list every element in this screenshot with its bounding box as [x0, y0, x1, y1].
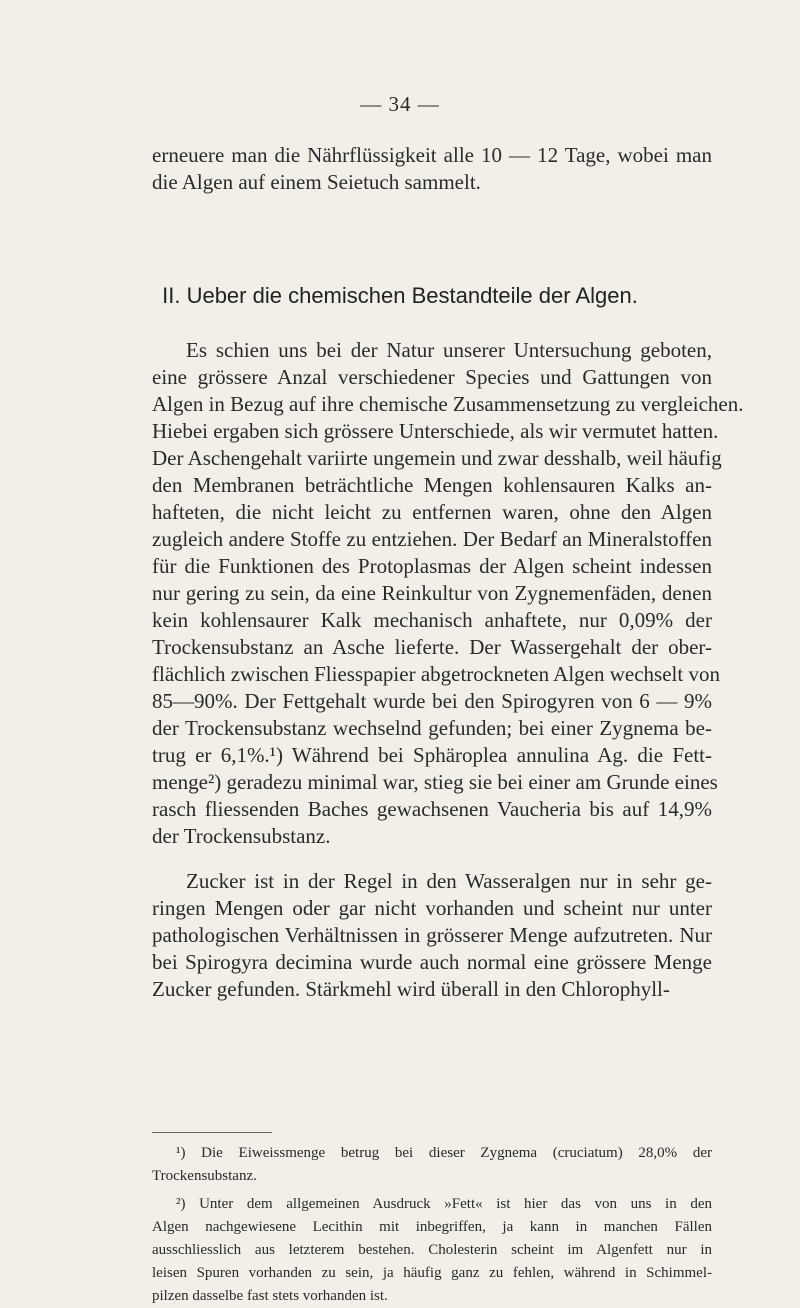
footnote-1	[152, 1142, 712, 1188]
text-line: zugleich andere Stoffe zu entziehen. Der Bedarf an Mineralstoffen	[152, 527, 712, 551]
text-line: Hiebei ergaben sich grössere Unterschiede, als wir vermutet hatten.	[152, 419, 719, 443]
intro-text	[152, 142, 712, 196]
text-line: pathologischen Verhältnissen in grösserer Menge aufzutreten. Nur	[152, 923, 712, 947]
text-line: Algen in Bezug auf ihre chemische Zusammensetzung zu vergleichen.	[152, 392, 744, 416]
footnote-line: ausschliesslich aus letzterem bestehen. Cholesterin scheint im Algenfett nur in	[152, 1242, 712, 1258]
text-line: kein kohlensaurer Kalk mechanisch anhaftete, nur 0,09% der	[152, 608, 712, 632]
text-line: Es schien uns bei der Natur unserer Untersuchung geboten,	[186, 338, 712, 362]
text-line: ringen Mengen oder gar nicht vorhanden und scheint nur unter	[152, 896, 712, 920]
text-line: bei Spirogyra decimina wurde auch normal eine grössere Menge	[152, 950, 712, 974]
text-line: der Trockensubstanz wechselnd gefunden; bei einer Zygnema be-	[152, 716, 712, 740]
text-line: Trockensubstanz an Asche lieferte. Der Wassergehalt der ober-	[152, 635, 712, 659]
footnote-line: Algen nachgewiesene Lecithin mit inbegriffen, ja kann in manchen Fällen	[152, 1219, 712, 1235]
footnote-line: Trockensubstanz.	[152, 1168, 257, 1184]
text-line: Zucker gefunden. Stärkmehl wird überall in den Chlorophyll-	[152, 977, 670, 1001]
text-line: eine grössere Anzal verschiedener Species und Gattungen von	[152, 365, 712, 389]
page-number: — 34 —	[360, 92, 440, 116]
paragraph-2	[152, 868, 712, 1003]
text-line: flächlich zwischen Fliesspapier abgetrockneten Algen wechselt von	[152, 662, 720, 686]
section-heading: II. Ueber die chemischen Bestandteile der Algen.	[162, 283, 638, 308]
footnote-divider	[152, 1132, 272, 1133]
text-line: nur gering zu sein, da eine Reinkultur von Zygnemenfäden, denen	[152, 581, 712, 605]
text-line: Der Aschengehalt variirte ungemein und zwar desshalb, weil häufig	[152, 446, 722, 470]
footnote-line: ²) Unter dem allgemeinen Ausdruck »Fett« ist hier das von uns in den	[176, 1196, 712, 1212]
footnote-line: pilzen dasselbe fast stets vorhanden ist.	[152, 1288, 388, 1304]
text-line: hafteten, die nicht leicht zu entfernen waren, ohne den Algen	[152, 500, 712, 524]
text-line: den Membranen beträchtliche Mengen kohlensauren Kalks an-	[152, 473, 712, 497]
text-line: menge²) geradezu minimal war, stieg sie bei einer am Grunde eines	[152, 770, 718, 794]
paragraph-1	[152, 337, 744, 850]
text-line: der Trockensubstanz.	[152, 824, 331, 848]
footnote-2	[152, 1193, 712, 1308]
text-line: für die Funktionen des Protoplasmas der Algen scheint indessen	[152, 554, 712, 578]
text-line: Zucker ist in der Regel in den Wasseralgen nur in sehr ge-	[186, 869, 712, 893]
text-line: trug er 6,1%.¹) Während bei Sphäroplea annulina Ag. die Fett-	[152, 743, 712, 767]
text-line: 85—90%. Der Fettgehalt wurde bei den Spirogyren von 6 — 9%	[152, 689, 712, 713]
footnote-line: leisen Spuren vorhanden zu sein, ja häufig ganz zu fehlen, während in Schimmel-	[152, 1265, 712, 1281]
text-line: erneuere man die Nährflüssigkeit alle 10 — 12 Tage, wobei man	[152, 143, 712, 167]
text-line: die Algen auf einem Seietuch sammelt.	[152, 170, 481, 194]
footnote-line: ¹) Die Eiweissmenge betrug bei dieser Zygnema (cruciatum) 28,0% der	[176, 1145, 712, 1161]
text-line: rasch fliessenden Baches gewachsenen Vaucheria bis auf 14,9%	[152, 797, 712, 821]
